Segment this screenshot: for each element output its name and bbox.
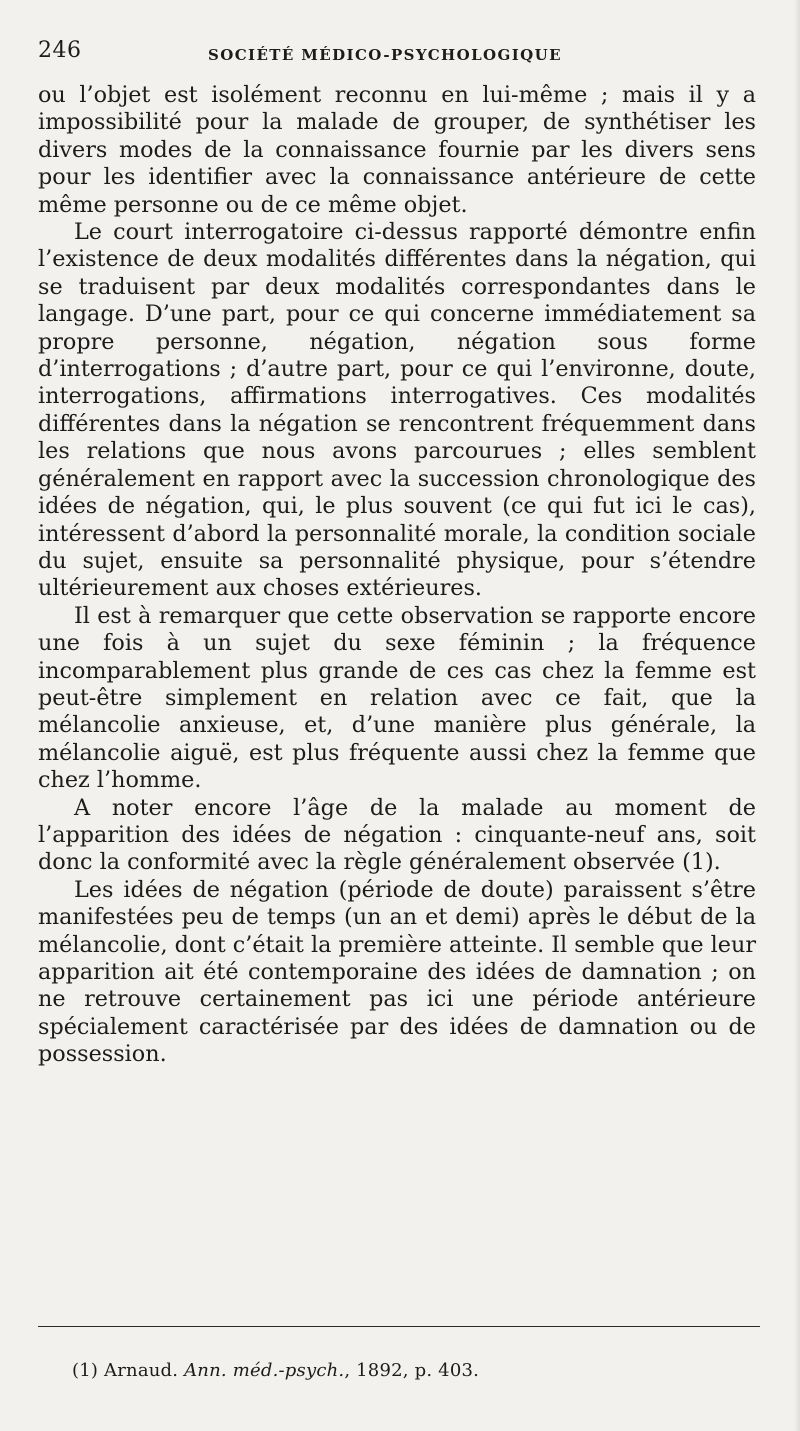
running-head: SOCIÉTÉ MÉDICO-PSYCHOLOGIQUE (208, 46, 562, 64)
paragraph-continuation: ou l’objet est isolément reconnu en lui-même ; mais il y a impossibilité pour la malade de grouper, de synthétiser les divers modes de la connaissance fournie par les divers sens pour les identifier avec la connaissance antérieure de cette même personne ou de ce même objet. (38, 82, 756, 218)
page-edge-shadow (794, 0, 800, 1431)
footnote-journal: Ann. méd.-psych. (184, 1360, 345, 1381)
paragraph: Les idées de négation (période de doute) paraissent s’être manifestées peu de temps (un an et demi) après le début de la mélancolie, dont c’était la première atteinte. Il semble que leur apparition ait été contemporaine des idées de damnation ; on ne retrouve certainement pas ici une période antérieure spécialement caractérisée par des idées de damnation ou de possession. (38, 876, 757, 1068)
page-header (38, 38, 758, 72)
footnote-citation: , 1892, p. 403. (344, 1360, 480, 1381)
page-number: 246 (38, 38, 82, 63)
footnote-marker: (1) Arnaud. (72, 1360, 179, 1381)
paragraph: Le court interrogatoire ci-dessus rapporté démontre enfin l’existence de deux modalités différentes dans la négation, qui se traduisent par deux modalités correspondantes dans le langage. D’une part, pour ce qui concerne immédiatement sa propre personne, négation, négation sous forme d’interrogations ; d’autre part, pour ce qui l’environne, doute, interrogations, affirmations interrogatives. Ces modalités différentes dans la négation se rencontrent fréquemment dans les relations que nous avons parcourues ; elles semblent généralement en rapport avec la succession chronologique des idées de négation, qui, le plus souvent (ce qui fut ici le cas), intéressent d’abord la personnalité morale, la condition sociale du sujet, ensuite sa personnalité physique, pour s’étendre ultérieurement aux choses extérieures. (38, 219, 756, 602)
footnote (72, 1360, 479, 1381)
paragraph: A noter encore l’âge de la malade au moment de l’apparition des idées de négation : cinquante-neuf ans, soit donc la conformité avec la règle généralement observée (1). (38, 794, 756, 876)
paragraph: Il est à remarquer que cette observation se rapporte encore une fois à un sujet du sexe féminin ; la fréquence incomparablement plus grande de ces cas chez la femme est peut-être simplement en relation avec ce fait, que la mélancolie anxieuse, et, d’une manière plus générale, la mélancolie aiguë, est plus fréquente aussi chez la femme que chez l’homme. (38, 602, 756, 794)
body-text (38, 82, 756, 1069)
footnote-divider (38, 1326, 760, 1327)
